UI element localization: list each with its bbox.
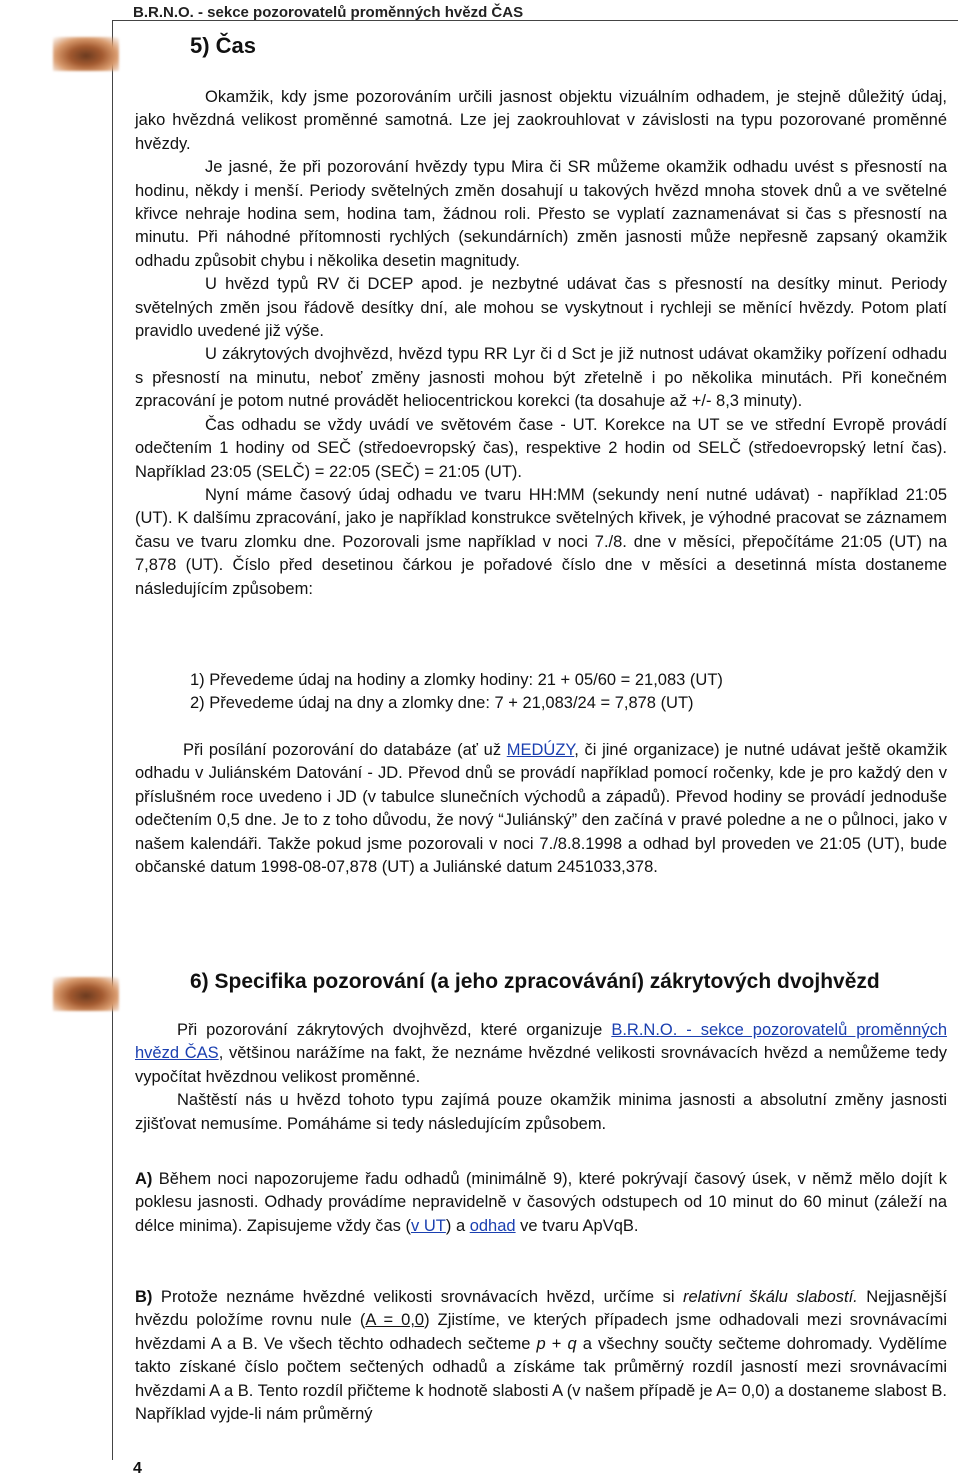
- paragraph: U hvězd typů RV či DCEP apod. je nezbytné udávat čas s přesností na desítky minut. Periody světelných změn jsou řádově desítky dní, ale mohou se vyskytnout i rychleji se měnící hvězdy. Potom platí pravidlo uvedené již výše.: [135, 275, 947, 341]
- q-variable: q: [567, 1334, 577, 1353]
- step-b-label: B): [135, 1288, 153, 1306]
- section-5-body: [135, 86, 947, 601]
- plus-sign: +: [545, 1334, 568, 1353]
- list-item: 1) Převedeme údaj na hodiny a zlomky hodiny: 21 + 05/60 = 21,083 (UT): [190, 671, 723, 689]
- step-a-text: ) a: [445, 1216, 470, 1235]
- paragraph: Naštěstí nás u hvězd tohoto typu zajímá pouze okamžik minima jasnosti a absolutní změny jasnosti zjišťovat nemusíme. Pomáháme si tedy následujícím způsobem.: [135, 1091, 947, 1133]
- paragraph: Okamžik, kdy jsme pozorováním určili jasnost objektu vizuálním odhadem, je stejně důležitý údaj, jako hvězdná velikost proměnné samotná. Lze jej zaokrouhlovat v závislosti na typu pozorované proměnné hvězdy.: [135, 88, 947, 153]
- brno-section-link[interactable]: B.R.N.O. - sekce pozorovatelů proměnných hvězd ČAS: [135, 1021, 947, 1063]
- jd-text-start: Při posílání pozorování do databáze (ať už: [183, 741, 507, 759]
- conversion-steps: [190, 669, 723, 716]
- frame-left-rule: [112, 20, 113, 1460]
- estimate-link[interactable]: odhad: [469, 1216, 516, 1235]
- paragraph: Je jasné, že při pozorování hvězdy typu Mira či SR můžeme okamžik odhadu uvést s přesností na hodinu, někdy i menší. Periody světelných změn dosahují u takových hvězd mnoha stovek dnů a ve světelné křivce nehraje hodina sem, hodina tam, žádnou roli. Přesto se vyplatí zaznamenávat si čas s přesností na minutu. Při náhodné přítomnosti rychlých (sekundárních) změn jasnosti může nepřesně zapsaný okamžik odhadu způsobit chybu i několika desetin magnitudy.: [135, 158, 947, 270]
- step-a-paragraph: [135, 1168, 947, 1238]
- section-6-intro: [135, 1019, 947, 1136]
- step-b-text: ) Zjistíme, ve kterých případech jsme odhadovali mezi srovnávacími hvězdami A a B. Ve všech těchto odhadech sečteme: [135, 1311, 947, 1353]
- step-b-text: Nejjasnější hvězdu položíme rovnu nule (: [135, 1288, 947, 1330]
- step-a-text: ve tvaru ApVqB.: [515, 1216, 639, 1235]
- intro-text-start: Při pozorování zákrytových dvojhvězd, které organizuje: [177, 1021, 612, 1039]
- step-a-label: A): [135, 1170, 153, 1188]
- paragraph: Čas odhadu se vždy uvádí ve světovém čase - UT. Korekce na UT se ve střední Evropě provádí odečtením 1 hodiny od SEČ (středoevropský čas), respektive 2 hodin od SELČ (středoevropský letní čas). Například 23:05 (SELČ) = 22:05 (SEČ) = 21:05 (UT).: [135, 415, 947, 481]
- section-6-title: 6) Specifika pozorování (a jeho zpracovávání) zákrytových dvojhvězd: [190, 970, 880, 993]
- paragraph: U zákrytových dvojhvězd, hvězd typu RR Lyr či d Sct je již nutnost udávat okamžiky pořízení odhadu s přesností na minutu, neboť změny jasnosti mohou být zřetelně i po několika minutách. Při konečném zpracování je potom nutné provádět heliocentrickou korekci (ta dosahuje až +/- 8,3 minuty).: [135, 345, 947, 411]
- jd-text-rest: , či jiné organizace) je nutné udávat ještě okamžik odhadu v Juliánském Datování - JD. Převod dnů se provádí například pomocí ročenky, kde je pro každý den v příslušném roce uvedeno i JD (v tabulce slunečních východů a západů). Převod hodiny se provádí jednoduše odečtením 0,5 dne. Je to z toho důvodu, že nový “Juliánský” den začíná v pravé poledne a ne o půlnoci, jako v našem kalendáři. Takže pokud jsme pozorovali v noci 7./8.8.1998 a odhad byl proveden ve 21:05 (UT), bude občanské datum 1998-08-07,878 (UT) a Juliánské datum 2451033,378.: [135, 741, 947, 877]
- ut-link[interactable]: v UT: [411, 1216, 446, 1235]
- relative-scale-term: relativní škálu slabostí.: [683, 1288, 858, 1306]
- paragraph: Nyní máme časový údaj odhadu ve tvaru HH:MM (sekundy není nutné udávat) - například 21:05 (UT). K dalšímu zpracování, jako je například konstrukce světelných křivek, je výhodné pracovat se záznamem času ve tvaru zlomku dne. Pozorovali jsme například v noci 7./8. dne v měsíci, přepočítáme 21:05 (UT) na 7,878 (UT). Číslo před desetinou čárkou je pořadové číslo dne v měsíci a desetinná místa dostaneme následujícím způsobem:: [135, 485, 947, 598]
- meduza-link[interactable]: MEDÚZY: [506, 741, 575, 759]
- page-number: 4: [133, 1460, 142, 1477]
- running-header: B.R.N.O. - sekce pozorovatelů proměnných hvězd ČAS: [133, 4, 524, 21]
- step-a-text: Během noci napozorujeme řadu odhadů (minimálně 9), které pokrývají časový úsek, v němž mělo dojít k poklesu jasnosti. Odhady provádíme nepravidelně v časových odstupech od 10 minut do 60 minut (záleží na délce minima). Zapisujeme vždy čas (: [135, 1170, 947, 1235]
- step-b-text: a všechny součty sečteme dohromady. Vydělíme takto získané číslo počtem sečtených odhadů a získáme tak průměrný rozdíl jasností mezi srovnávacími hvězdami A a B. Tento rozdíl přičteme k hodnotě slabosti A (v našem případě je A= 0,0) a dostaneme slabost B. Například vyjde-li nám průměrný: [135, 1334, 947, 1424]
- step-b-paragraph: [135, 1286, 947, 1426]
- eye-icon: [53, 37, 119, 71]
- p-variable: p: [536, 1334, 546, 1353]
- section-5-title: 5) Čas: [190, 33, 257, 58]
- jd-paragraph: [135, 739, 947, 879]
- eye-icon: [53, 977, 119, 1011]
- step-b-text: Protože neznáme hvězdné velikosti srovnávacích hvězd, určíme si: [152, 1288, 683, 1306]
- a-equals-zero: A = 0,0: [365, 1311, 425, 1330]
- intro-text-rest: , většinou narážíme na fakt, že neznáme hvězdné velikosti srovnávacích hvězd a nemůžeme tedy vypočítat hvězdnou velikost proměnné.: [135, 1044, 948, 1086]
- list-item: 2) Převedeme údaj na dny a zlomky dne: 7 + 21,083/24 = 7,878 (UT): [190, 694, 694, 713]
